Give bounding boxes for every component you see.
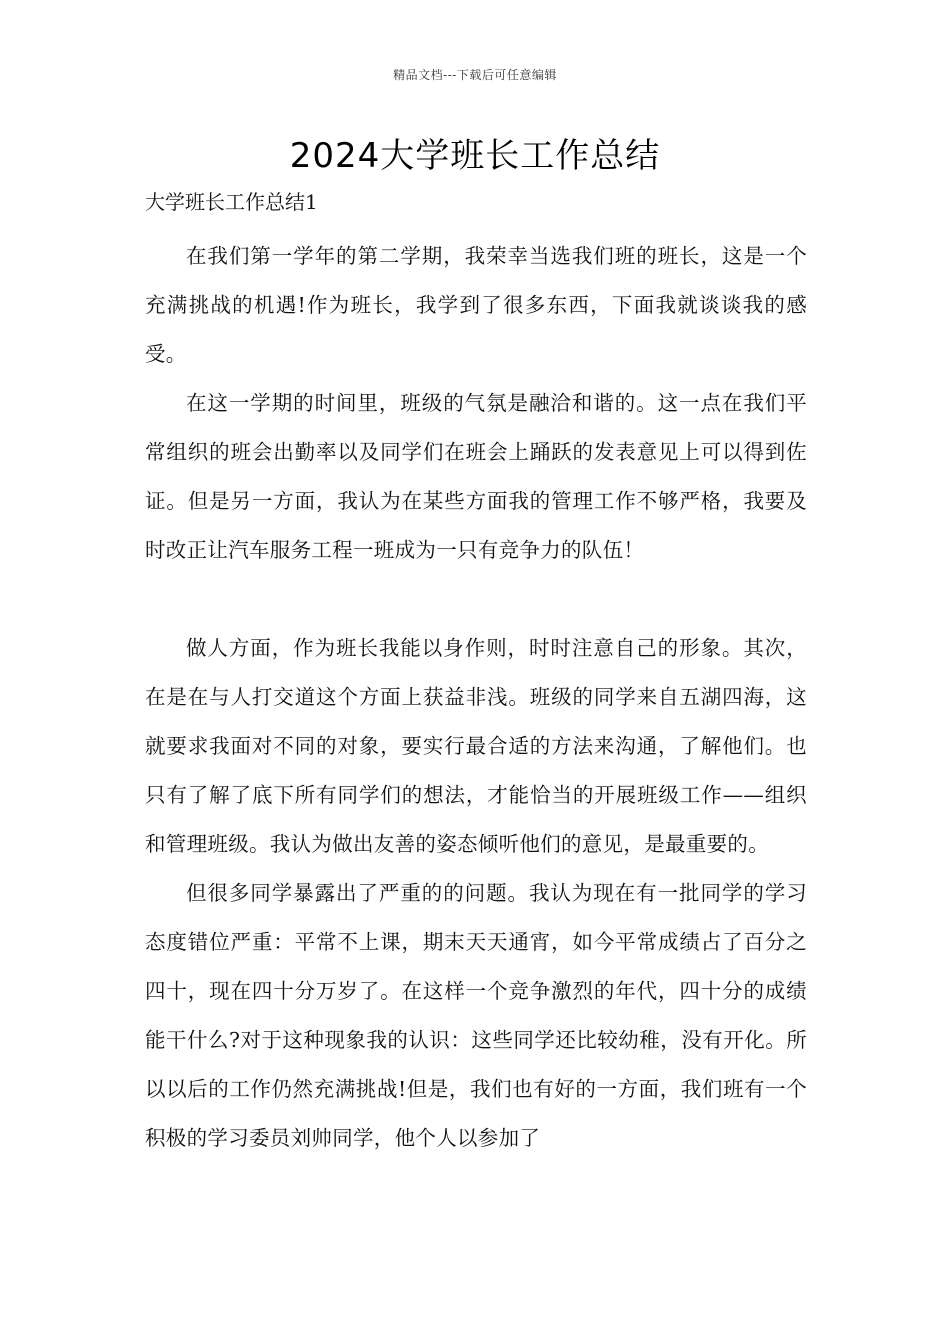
document-body bbox=[145, 232, 807, 1163]
paragraph-4: 但很多同学暴露出了严重的的问题。我认为现在有一批同学的学习态度错位严重：平常不上课，期末天天通宵，如今平常成绩占了百分之四十，现在四十分万岁了。在这样一个竞争激烈的年代，四十分的成绩能干什么?对于这种现象我的认识：这些同学还比较幼稚，没有开化。所以以后的工作仍然充满挑战!但是，我们也有好的一方面，我们班有一个积极的学习委员刘帅同学，他个人以参加了 bbox=[145, 881, 807, 1150]
paragraph-2: 在这一学期的时间里，班级的气氛是融洽和谐的。这一点在我们平常组织的班会出勤率以及同学们在班会上踊跃的发表意见上可以得到佐证。但是另一方面，我认为在某些方面我的管理工作不够严格，我要及时改正让汽车服务工程一班成为一只有竞争力的队伍！ bbox=[145, 391, 807, 562]
section-heading: 大学班长工作总结1 bbox=[145, 190, 318, 214]
paragraph-3: 做人方面，作为班长我能以身作则，时时注意自己的形象。其次，在是在与人打交道这个方面上获益非浅。班级的同学来自五湖四海，这就要求我面对不同的对象，要实行最合适的方法来沟通，了解他们。也只有了解了底下所有同学们的想法，才能恰当的开展班级工作——组织和管理班级。我认为做出友善的姿态倾听他们的意见，是最重要的。 bbox=[145, 636, 807, 856]
paragraph-1: 在我们第一学年的第二学期，我荣幸当选我们班的班长，这是一个充满挑战的机遇!作为班长，我学到了很多东西，下面我就谈谈我的感受。 bbox=[145, 244, 807, 366]
header-note: 精品文档---下载后可任意编辑 bbox=[393, 68, 557, 82]
document-title: 2024大学班长工作总结 bbox=[289, 136, 661, 176]
